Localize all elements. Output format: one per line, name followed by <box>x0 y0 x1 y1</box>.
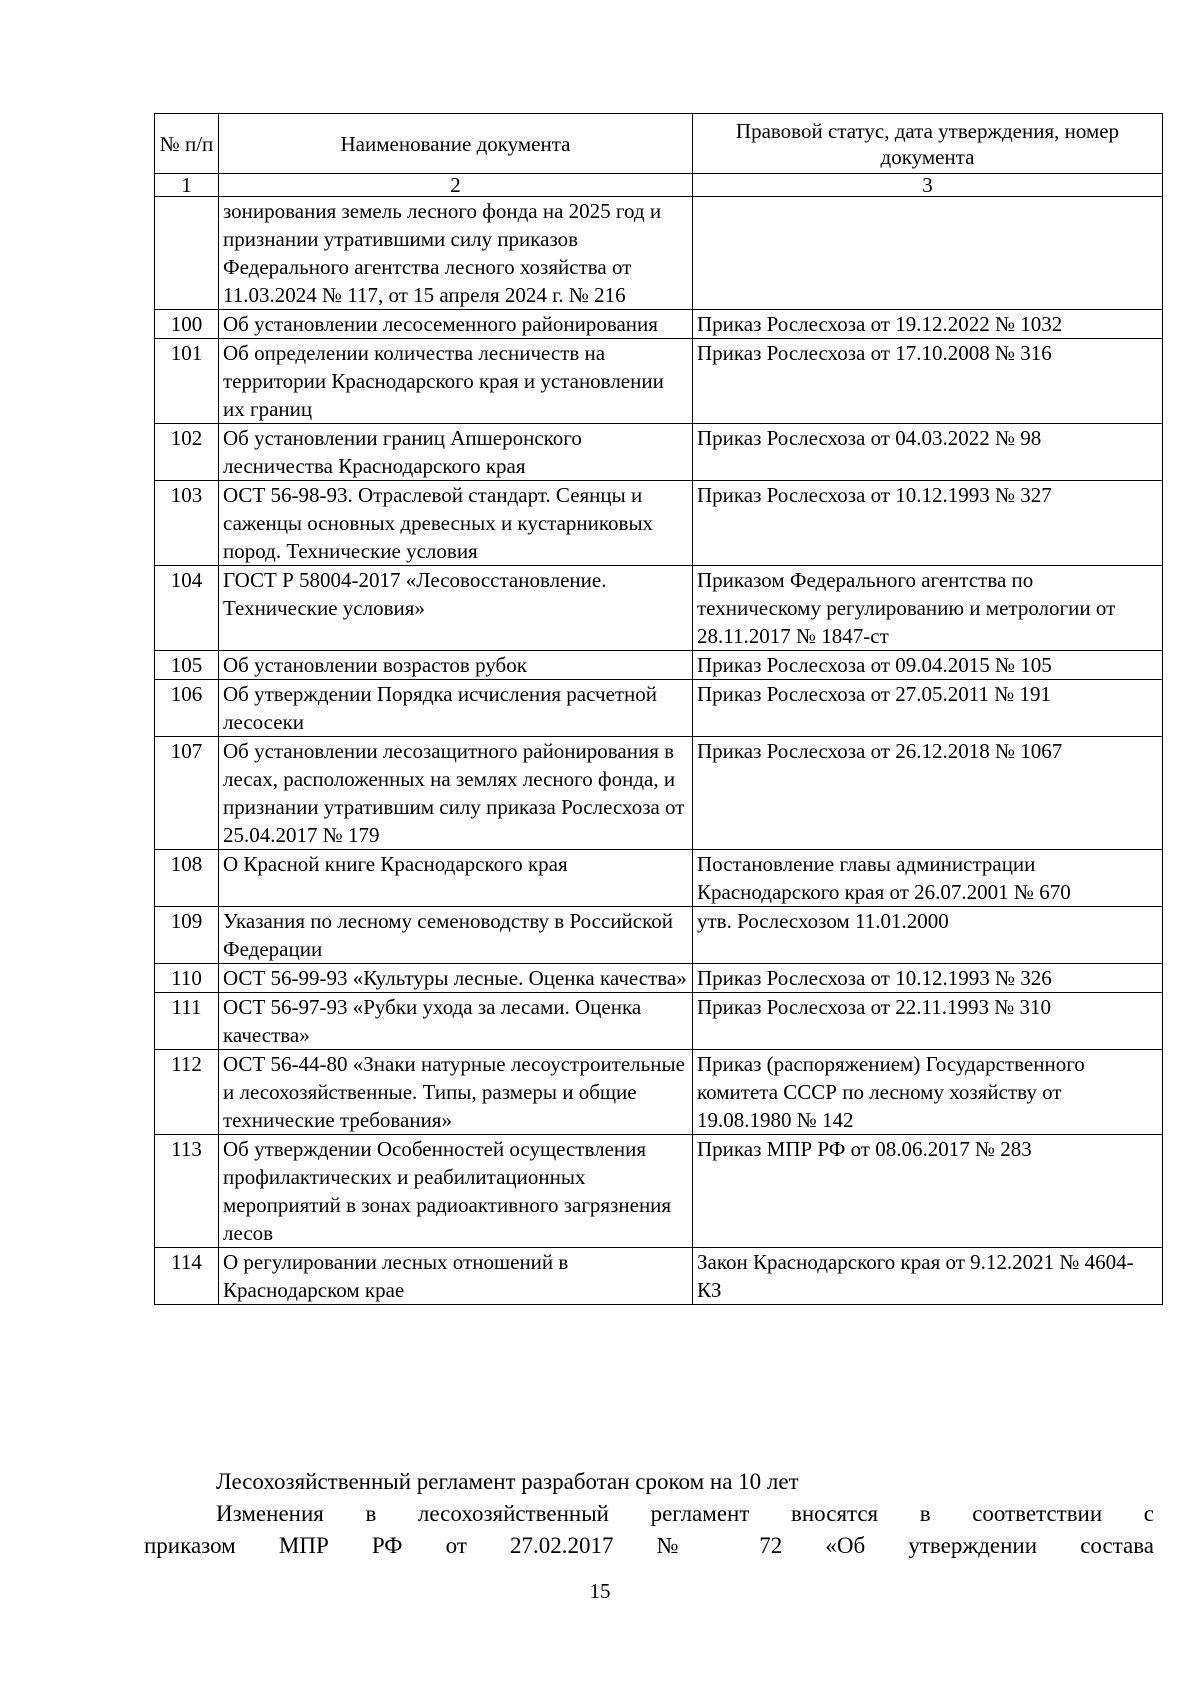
table-row <box>155 680 1163 737</box>
row-num: 108 <box>155 850 219 907</box>
page-number: 15 <box>589 1579 611 1603</box>
row-status: утв. Рослесхозом 11.01.2000 <box>693 907 1163 964</box>
row-name: ОСТ 56-98-93. Отраслевой стандарт. Сеянцы и саженцы основных древесных и кустарниковых пород. Технические условия <box>219 481 693 566</box>
row-num: 100 <box>155 310 219 339</box>
row-num: 103 <box>155 481 219 566</box>
row-num: 113 <box>155 1135 219 1248</box>
row-name: Об установлении лесозащитного районирования в лесах, расположенных на землях лесного фонда, и признании утратившим силу приказа Рослесхоза от 25.04.2017 № 179 <box>219 737 693 850</box>
table-row <box>155 481 1163 566</box>
row-status: Приказ МПР РФ от 08.06.2017 № 283 <box>693 1135 1163 1248</box>
header-num: № п/п <box>155 114 219 174</box>
row-name: Указания по лесному семеноводству в Российской Федерации <box>219 907 693 964</box>
index-cell: 2 <box>219 174 693 197</box>
documents-table <box>154 113 1163 1305</box>
table-row <box>155 424 1163 481</box>
table-row <box>155 1135 1163 1248</box>
row-name: Об утверждении Особенностей осуществления профилактических и реабилитационных мероприятий в зонах радиоактивного загрязнения лесов <box>219 1135 693 1248</box>
row-num: 106 <box>155 680 219 737</box>
row-status: Приказ Рослесхоза от 04.03.2022 № 98 <box>693 424 1163 481</box>
table-row-continuation <box>155 197 1163 310</box>
paragraph-term: Лесохозяйственный регламент разработан сроком на 10 лет <box>216 1469 799 1494</box>
row-name: ОСТ 56-97-93 «Рубки ухода за лесами. Оценка качества» <box>219 993 693 1050</box>
row-name: Об установлении возрастов рубок <box>219 651 693 680</box>
paragraph-changes-continued: приказом МПР РФ от 27.02.2017 № 72 «Об утверждении состава <box>144 1533 1154 1558</box>
table-row <box>155 907 1163 964</box>
row-name: Об установлении лесосеменного районирования <box>219 310 693 339</box>
row-name: О регулировании лесных отношений в Краснодарском крае <box>219 1248 693 1305</box>
row-num: 111 <box>155 993 219 1050</box>
row-status: Приказ Рослесхоза от 26.12.2018 № 1067 <box>693 737 1163 850</box>
row-num: 104 <box>155 566 219 651</box>
row-name: ОСТ 56-44-80 «Знаки натурные лесоустроительные и лесохозяйственные. Типы, размеры и общие технические требования» <box>219 1050 693 1135</box>
table-row <box>155 1248 1163 1305</box>
row-status: Приказ Рослесхоза от 27.05.2011 № 191 <box>693 680 1163 737</box>
row-status: Закон Краснодарского края от 9.12.2021 № 4604-КЗ <box>693 1248 1163 1305</box>
row-name: ГОСТ Р 58004-2017 «Лесовосстановление. Технические условия» <box>219 566 693 651</box>
row-num <box>155 197 219 310</box>
paragraph-changes: Изменения в лесохозяйственный регламент вносятся в соответствии с <box>216 1501 1154 1526</box>
row-name: ОСТ 56-99-93 «Культуры лесные. Оценка качества» <box>219 964 693 993</box>
table-row <box>155 1050 1163 1135</box>
row-name: Об установлении границ Апшеронского лесничества Краснодарского края <box>219 424 693 481</box>
row-name: зонирования земель лесного фонда на 2025 год и признании утратившими силу приказов Федерального агентства лесного хозяйства от 11.03.2024 № 117, от 15 апреля 2024 г. № 216 <box>219 197 693 310</box>
table-row <box>155 850 1163 907</box>
row-num: 107 <box>155 737 219 850</box>
row-num: 102 <box>155 424 219 481</box>
row-name: Об определении количества лесничеств на территории Краснодарского края и установлении их границ <box>219 339 693 424</box>
row-status <box>693 197 1163 310</box>
row-num: 109 <box>155 907 219 964</box>
table-header-row <box>155 114 1163 174</box>
index-cell: 3 <box>693 174 1163 197</box>
table-row <box>155 651 1163 680</box>
row-status: Приказ Рослесхоза от 19.12.2022 № 1032 <box>693 310 1163 339</box>
table-index-row <box>155 174 1163 197</box>
row-name: Об утверждении Порядка исчисления расчетной лесосеки <box>219 680 693 737</box>
table-row <box>155 310 1163 339</box>
row-name: О Красной книге Краснодарского края <box>219 850 693 907</box>
row-num: 114 <box>155 1248 219 1305</box>
table-row <box>155 737 1163 850</box>
row-status: Постановление главы администрации Краснодарского края от 26.07.2001 № 670 <box>693 850 1163 907</box>
row-num: 101 <box>155 339 219 424</box>
table-row <box>155 566 1163 651</box>
row-status: Приказ Рослесхоза от 10.12.1993 № 326 <box>693 964 1163 993</box>
row-num: 110 <box>155 964 219 993</box>
header-name: Наименование документа <box>219 114 693 174</box>
row-num: 105 <box>155 651 219 680</box>
row-status: Приказ Рослесхоза от 17.10.2008 № 316 <box>693 339 1163 424</box>
row-status: Приказом Федерального агентства по техническому регулированию и метрологии от 28.11.2017 № 1847-ст <box>693 566 1163 651</box>
row-status: Приказ Рослесхоза от 22.11.1993 № 310 <box>693 993 1163 1050</box>
header-status: Правовой статус, дата утверждения, номер документа <box>693 114 1163 174</box>
index-cell: 1 <box>155 174 219 197</box>
table-row <box>155 964 1163 993</box>
row-status: Приказ Рослесхоза от 10.12.1993 № 327 <box>693 481 1163 566</box>
table-row <box>155 993 1163 1050</box>
row-status: Приказ (распоряжением) Государственного комитета СССР по лесному хозяйству от 19.08.1980 № 142 <box>693 1050 1163 1135</box>
row-status: Приказ Рослесхоза от 09.04.2015 № 105 <box>693 651 1163 680</box>
row-num: 112 <box>155 1050 219 1135</box>
table-row <box>155 339 1163 424</box>
